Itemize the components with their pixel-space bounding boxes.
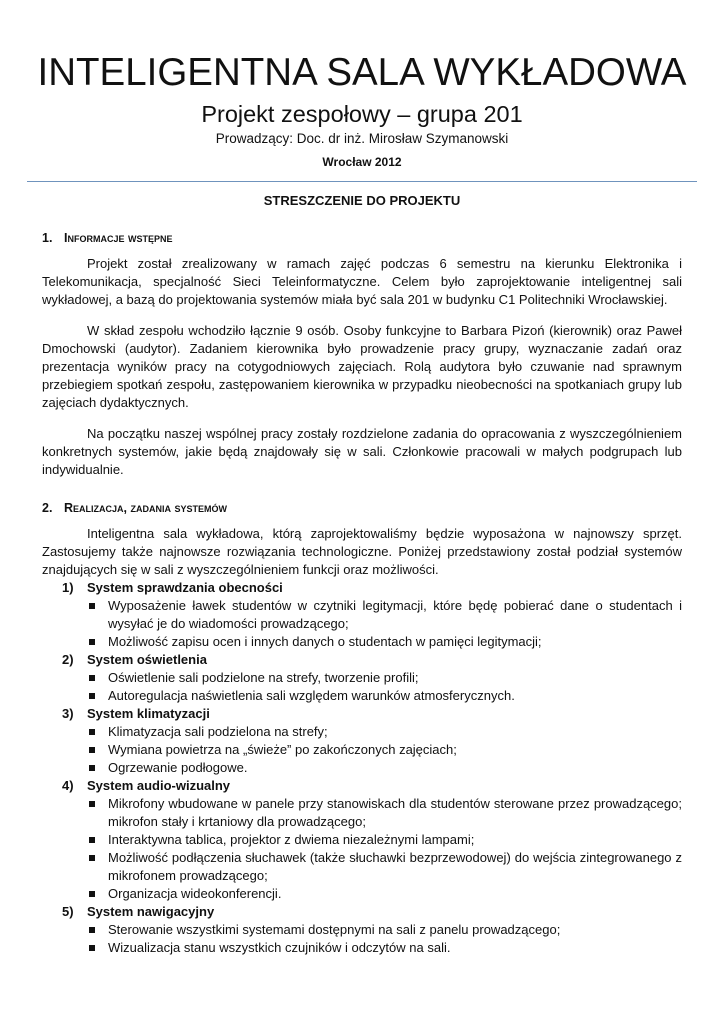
section-1-number: 1.: [42, 231, 53, 245]
feature-item: Oświetlenie sali podzielone na strefy, tworzenie profili;: [42, 669, 682, 687]
system-item: [42, 777, 682, 903]
system-item: [42, 651, 682, 705]
feature-item: Interaktywna tablica, projektor z dwiema niezależnymi lampami;: [42, 831, 682, 849]
section-2-title: Realizacja, zadania systemów: [64, 501, 227, 515]
system-title: System sprawdzania obecności: [87, 580, 283, 595]
section-1-paragraph-1: Projekt został zrealizowany w ramach zajęć podczas 6 semestru na kierunku Elektronika i Telekomunikacja, specjalność Sieci Teleinformatyczne. Celem było zaprojektowanie inteligentnej sali wykładowej, a bazą do projektowania systemów miała być sala 201 w budynku C1 Politechniki Wrocławskiej.: [42, 256, 682, 307]
square-bullet-icon: [89, 603, 95, 609]
header-divider: [27, 181, 697, 182]
section-2-heading: [42, 500, 682, 516]
feature-item: Mikrofony wbudowane w panele przy stanowiskach dla studentów sterowane przez prowadzącego; mikrofon stały i krtaniowy dla prowadzącego;: [42, 795, 682, 831]
system-number: 3): [62, 706, 74, 721]
system-title: System nawigacyjny: [87, 904, 215, 919]
square-bullet-icon: [89, 837, 95, 843]
summary-heading: STRESZCZENIE DO PROJEKTU: [263, 193, 461, 208]
square-bullet-icon: [89, 675, 95, 681]
feature-item: Organizacja wideokonferencji.: [42, 885, 682, 903]
system-title: System klimatyzacji: [87, 706, 210, 721]
square-bullet-icon: [89, 747, 95, 753]
system-item: [42, 705, 682, 777]
square-bullet-icon: [89, 945, 95, 951]
system-features: [42, 795, 682, 903]
feature-item: Wyposażenie ławek studentów w czytniki legitymacji, które będę pobierać dane o studentach i wysyłać je do wiadomości prowadzącego;: [42, 597, 682, 633]
section-1-heading: [42, 230, 682, 246]
system-number: 5): [62, 904, 74, 919]
section-2-intro: Inteligentna sala wykładowa, którą zaprojektowaliśmy będzie wyposażona w najnowszy sprzęt. Zastosujemy także najnowsze rozwiązania technologiczne. Poniżej przedstawiony został podział systemów znajdujących się w sali z wyszczególnieniem funkcji oraz możliwości.: [42, 526, 682, 577]
feature-item: Możliwość podłączenia słuchawek (także słuchawki bezprzewodowej) do wejścia zintegrowanego z mikrofonem prowadzącego;: [42, 849, 682, 885]
system-number: 1): [62, 580, 74, 595]
system-number: 4): [62, 778, 74, 793]
feature-item: Ogrzewanie podłogowe.: [42, 759, 682, 777]
feature-item: Sterowanie wszystkimi systemami dostępnymi na sali z panelu prowadzącego;: [42, 921, 682, 939]
system-item: [42, 579, 682, 651]
square-bullet-icon: [89, 927, 95, 933]
feature-item: Wymiana powietrza na „świeże” po zakończonych zajęciach;: [42, 741, 682, 759]
document-page: [37, 0, 687, 957]
document-subtitle: Projekt zespołowy – grupa 201: [201, 101, 523, 127]
section-1-paragraph-2: W skład zespołu wchodziło łącznie 9 osób. Osoby funkcyjne to Barbara Pizoń (kierownik) oraz Paweł Dmochowski (audytor). Zadaniem kierownika było prowadzenie pracy grupy, wyznaczanie zadań oraz prezentacja wyników pracy na cotygodniowych zajęciach. Rolą audytora było czuwanie nad sprawnym przebiegiem spotkań zespołu, zastępowaniem kierownika w przypadku nieobecności na spotkaniach grupy lub zajęciach dydaktycznych.: [42, 323, 682, 410]
system-title: System oświetlenia: [87, 652, 207, 667]
supervisor-line: Prowadzący: Doc. dr inż. Mirosław Szymanowski: [215, 131, 509, 146]
feature-item: Klimatyzacja sali podzielona na strefy;: [42, 723, 682, 741]
square-bullet-icon: [89, 693, 95, 699]
system-features: [42, 597, 682, 651]
section-2-number: 2.: [42, 501, 53, 515]
system-title: System audio-wizualny: [87, 778, 231, 793]
feature-item: Autoregulacja naświetlenia sali względem warunków atmosferycznych.: [42, 687, 682, 705]
city-year: Wrocław 2012: [322, 155, 402, 169]
system-features: [42, 723, 682, 777]
section-1-paragraph-3: Na początku naszej wspólnej pracy zostały rozdzielone zadania do opracowania z wyszczególnieniem konkretnych systemów, jakie będą znajdowały się w sali. Członkowie pracowali w małych podgrupach lub indywidualnie.: [42, 426, 682, 477]
system-features: [42, 669, 682, 705]
square-bullet-icon: [89, 855, 95, 861]
section-1-title: Informacje wstępne: [64, 231, 173, 245]
feature-item: Wizualizacja stanu wszystkich czujników i odczytów na sali.: [42, 939, 682, 957]
square-bullet-icon: [89, 801, 95, 807]
systems-list: [42, 579, 682, 957]
system-features: [42, 921, 682, 957]
square-bullet-icon: [89, 891, 95, 897]
square-bullet-icon: [89, 765, 95, 771]
feature-item: Możliwość zapisu ocen i innych danych o studentach w pamięci legitymacji;: [42, 633, 682, 651]
system-item: [42, 903, 682, 957]
square-bullet-icon: [89, 639, 95, 645]
system-number: 2): [62, 652, 74, 667]
document-title: INTELIGENTNA SALA WYKŁADOWA: [37, 51, 687, 94]
square-bullet-icon: [89, 729, 95, 735]
